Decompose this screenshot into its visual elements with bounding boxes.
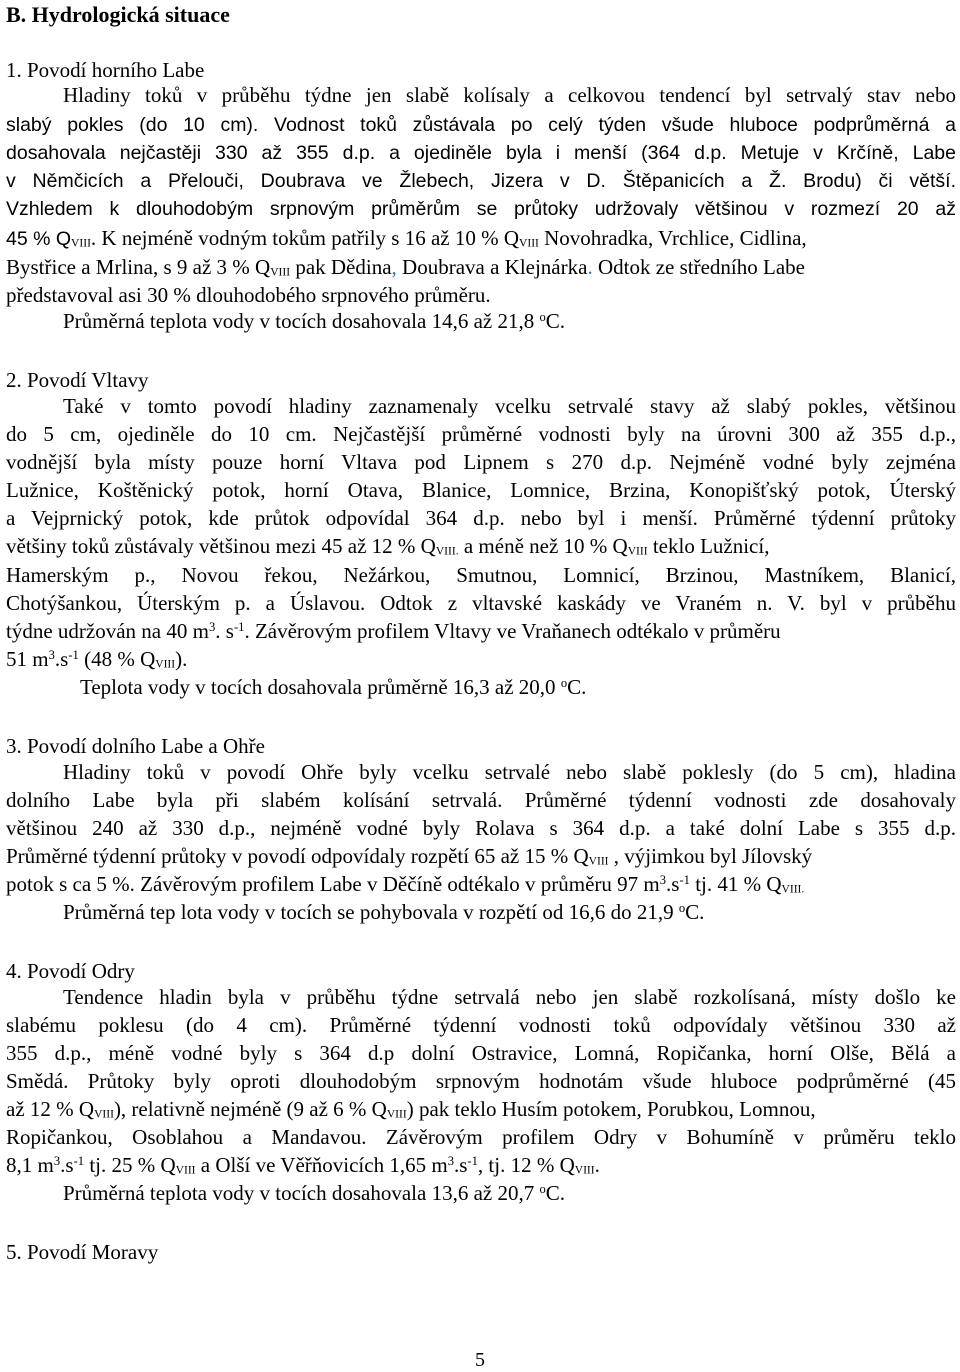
paragraph-line: týdne udržován na 40 $m^3$. $s^{-1}$. Závěrovým profilem Vltavy ve Vraňanech odtékalo v průměru (6, 619, 781, 643)
paragraph-line: dolního Labe byla při slabém kolísání setrvalá. Průměrné týdenní vodnosti zde dosahovaly (6, 788, 956, 812)
paragraph-line: Hladiny toků v povodí Ohře byly vcelku setrvalé nebo slabě poklesly (do 5 cm), hladina (63, 760, 956, 784)
paragraph-line: Průměrné týdenní průtoky v povodí odpovídaly rozpětí 65 až 15 % $Q_{VIII}$ , výjimkou byl Jílovský (6, 844, 813, 868)
paragraph-line: slabému poklesu (do 4 cm). Průměrné týdenní vodnosti toků odpovídaly většinou 330 až (6, 1013, 956, 1037)
paragraph-line: až 12 % $Q_{VIII}$), relativně nejméně (9 až 6 % $Q_{VIII}$) pak teklo Husím potokem, Porubkou, Lomnou, (6, 1097, 816, 1121)
paragraph-line: Průměrná teplota vody v tocích dosahovala 14,6 až 21,8 $^o$C. (63, 309, 566, 333)
paragraph-line: a Vejprnický potok, kde průtok odpovídal 364 d.p. nebo byl i menší. Průměrné týdenní průtoky (6, 506, 956, 530)
paragraph-line: Lužnice, Koštěnický potok, horní Otava, Blanice, Lomnice, Brzina, Konopišťský potok, Úterský (6, 478, 956, 502)
paragraph-line: dosahovala nejčastěji 330 až 355 d.p. a ojediněle byla i menší (364 d.p. Metuje v Krčíně, Labe (6, 142, 956, 164)
paragraph-line: Bystřice a Mrlina, s 9 až 3 % $Q_{VIII}$ pak Dědina, Doubrava a Klejnárka. Odtok ze středního Labe (6, 255, 805, 279)
paragraph-line: slabý pokles (do 10 cm). Vodnost toků zůstávala po celý týden všude hluboce podprůměrná a (6, 114, 956, 136)
paragraph-line: Také v tomto povodí hladiny zaznamenaly vcelku setrvalé stavy až slabý pokles, většinou (63, 394, 956, 418)
paragraph-line: Teplota vody v tocích dosahovala průměrně 16,3 až 20,0 $^o$C. (80, 675, 587, 699)
paragraph-line: většiny toků zůstávaly většinou mezi 45 až 12 % $Q_{VIII.}$ a méně než 10 % $Q_{VIII}$ teklo Lužnicí, (6, 534, 770, 558)
paragraph-line: do 5 cm, ojediněle do 10 cm. Nejčastější průměrné vodnosti byly na úrovni 300 až 355 d.p., (6, 422, 956, 446)
paragraph-line: představoval asi 30 % dlouhodobého srpnového průměru. (6, 283, 491, 307)
section-title-3: 3. Povodí dolního Labe a Ohře (6, 734, 265, 758)
paragraph-line: Smědá. Průtoky byly oproti dlouhodobým srpnovým hodnotám všude hluboce podprůměrné (45 (6, 1069, 956, 1093)
section-title-1: 1. Povodí horního Labe (6, 58, 205, 82)
paragraph-line: Vzhledem k dlouhodobým srpnovým průměrům se průtoky udržovaly většinou v rozmezí 20 až (6, 198, 956, 220)
paragraph-line: Průměrná teplota vody v tocích dosahovala 13,6 až 20,7 $^o$C. (63, 1181, 566, 1205)
paragraph-line: vodnější byla místy pouze horní Vltava pod Lipnem s 270 d.p. Nejméně vodné byly zejména (6, 450, 956, 474)
paragraph-line: Hamerským p., Novou řekou, Nežárkou, Smutnou, Lomnicí, Brzinou, Mastníkem, Blanicí, (6, 563, 956, 587)
paragraph-line: Průměrná tep lota vody v tocích se pohybovala v rozpětí od 16,6 do 21,9 $^o$C. (63, 900, 705, 924)
page-number: 5 (475, 1349, 485, 1371)
paragraph-line: v Němčicích a Přelouči, Doubrava ve Žlebech, Jizera v D. Štěpanicích a Ž. Brodu) či větší. (6, 170, 956, 192)
section-title-5: 5. Povodí Moravy (6, 1240, 159, 1264)
paragraph-line: Ropičankou, Osoblahou a Mandavou. Závěrovým profilem Odry v Bohumíně v průměru teklo (6, 1125, 956, 1149)
paragraph-line: Chotýšankou, Úterským p. a Úslavou. Odtok z vltavské kaskády ve Vraném n. V. byl v průběhu (6, 591, 956, 615)
paragraph-line: Tendence hladin byla v průběhu týdne setrvalá nebo jen slabě rozkolísaná, místy došlo ke (63, 985, 956, 1009)
paragraph-line: 8,1 $m^3.s^{-1}$ tj. 25 % $Q_{VIII}$ a Olší ve Věřňovicích 1,65 $m^3.s^{-1}$, tj. 12 % $Q_{VIII}$. (6, 1153, 600, 1177)
paragraph-line: 355 d.p., méně vodné byly s 364 d.p dolní Ostravice, Lomná, Ropičanka, horní Olše, Bělá a (6, 1041, 956, 1065)
paragraph-line: Hladiny toků v průběhu týdne jen slabě kolísaly a celkovou tendencí byl setrvalý stav nebo (63, 83, 956, 107)
paragraph-line: většinou 240 až 330 d.p., nejméně vodné byly Rolava s 364 d.p. a také dolní Labe s 355 d.p. (6, 816, 956, 840)
section-title-4: 4. Povodí Odry (6, 959, 135, 983)
section-title-2: 2. Povodí Vltavy (6, 368, 149, 392)
paragraph-line: 51 $m^3.s^{-1}$ (48 % $Q_{VIII}$). (6, 647, 188, 671)
paragraph-line: potok s ca 5 %. Závěrovým profilem Labe v Děčíně odtékalo v průměru 97 $m^3.s^{-1}$ tj. 41 % $Q_{VIII.}$ (6, 872, 805, 896)
paragraph-line: 45 % $Q_{VIII}$. K nejméně vodným tokům patřily s 16 až 10 % $Q_{VIII}$ Novohradka, Vrchlice, Cidlina, (6, 226, 807, 250)
document-heading: B. Hydrologická situace (6, 2, 230, 27)
